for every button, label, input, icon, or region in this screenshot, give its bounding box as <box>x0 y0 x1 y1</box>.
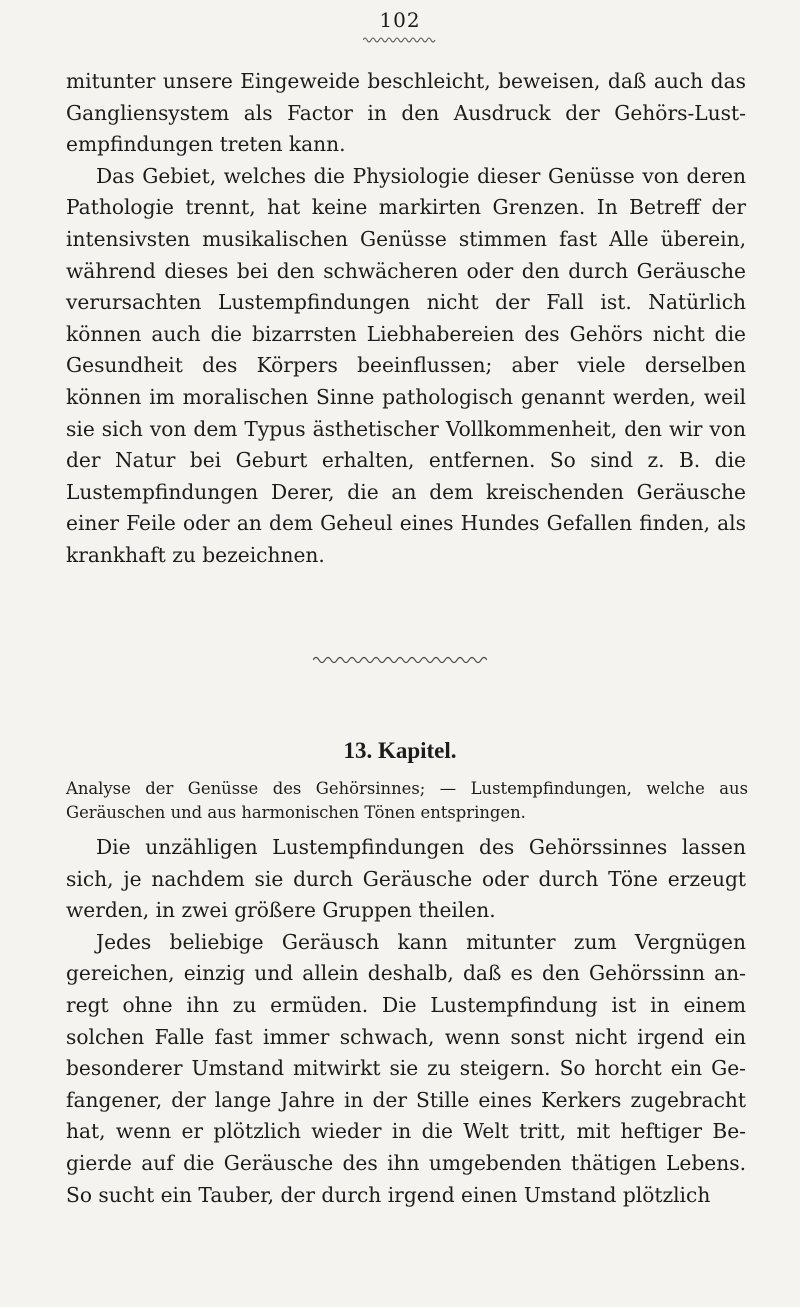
ornament-wavy-line-top <box>363 36 437 44</box>
page-number: 102 <box>379 8 421 32</box>
chapter-text-block <box>66 832 746 1211</box>
paragraph: Jedes beliebige Geräusch kann mitunter zum Vergnügen gereichen, einzig und allein deshalb, daß es den Gehörssinn anregt ohne ihn zu ermüden. Die Lustempfindung ist in einem solchen Falle fast immer schwach, wenn sonst nicht irgend ein besonderer Umstand mitwirkt sie zu steigern. So horcht ein Gefangener, der lange Jahre in der Stille eines Kerkers zugebracht hat, wenn er plötzlich wieder in die Welt tritt, mit heftiger Begierde auf die Geräusche des ihn umgebenden thätigen Lebens. So sucht ein Tauber, der durch irgend einen Umstand plötzlich <box>66 929 746 1207</box>
paragraph: mitunter unsere Eingeweide beschleicht, beweisen, daß auch das Gangliensystem als Factor in den Ausdruck der Gehörs-Lustempfindungen treten kann. <box>66 69 746 157</box>
paragraph: Das Gebiet, welches die Physiologie dieser Genüsse von deren Pathologie trennt, hat keine markirten Grenzen. In Betreff der intensivsten musikalischen Genüsse stimmen fast Alle überein, während dieses bei den schwächeren oder den durch Geräusche verursachten Lustempfindungen nicht der Fall ist. Natürlich können auch die bizarrsten Liebhabereien des Gehörs nicht die Gesundheit des Körpers beeinflussen; aber viele derselben können im moralischen Sinne pathologisch genannt werden, weil sie sich von dem Typus ästhetischer Vollkommenheit, den wir von der Natur bei Geburt erhalten, entfernen. So sind z. B. die Lustempfindungen Derer, die an dem kreischenden Geräusche einer Feile oder an dem Geheul eines Hundes Gefallen finden, als krankhaft zu bezeichnen. <box>66 163 746 567</box>
chapter-summary <box>66 777 748 825</box>
chapter-summary-text: Analyse der Genüsse des Gehörsinnes; — Lustempfindungen, welche aus Geräuschen und aus harmonischen Tönen entspringen. <box>66 779 748 822</box>
ornament-wavy-line-chapter-divider <box>313 655 487 665</box>
paragraph: Die unzähligen Lustempfindungen des Gehörssinnes lassen sich, je nachdem sie durch Geräusche oder durch Töne erzeugt werden, in zwei größere Gruppen theilen. <box>66 835 746 923</box>
intro-text-block <box>66 66 746 572</box>
chapter-heading: 13. Kapitel. <box>343 738 457 763</box>
